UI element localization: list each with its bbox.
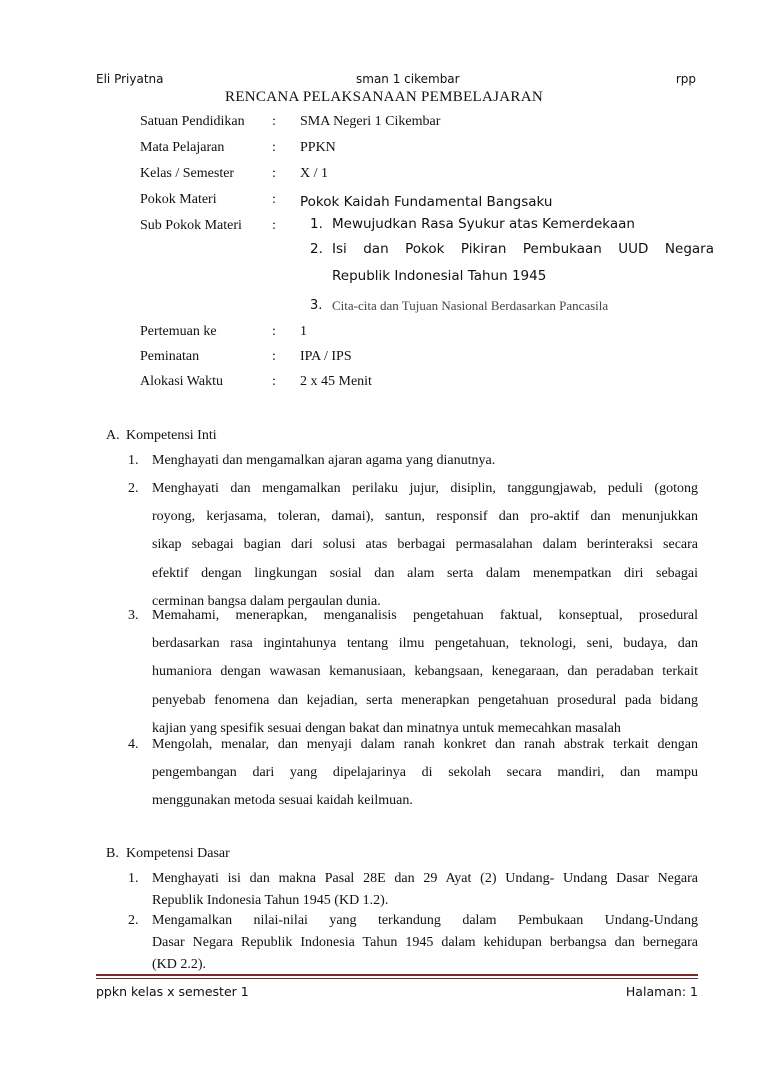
footer-divider-thin bbox=[96, 978, 698, 979]
kompetensi-inti-item bbox=[128, 731, 698, 816]
item-line: Dasar Negara Republik Indonesia Tahun 1945 dalam kehidupan berbangsa dan bernegara bbox=[152, 935, 698, 950]
identity-colon: : bbox=[272, 192, 276, 207]
identity-label: Sub Pokok Materi bbox=[140, 218, 242, 233]
identity-value: SMA Negeri 1 Cikembar bbox=[300, 114, 441, 129]
kompetensi-inti-item bbox=[128, 602, 698, 743]
kompetensi-inti-item bbox=[128, 475, 698, 616]
item-line: Menghayati dan mengamalkan ajaran agama yang dianutnya. bbox=[152, 453, 496, 468]
sub-materi-text: Mewujudkan Rasa Syukur atas Kemerdekaan bbox=[332, 216, 635, 232]
item-line: penyebab fenomena dan kejadian, serta menerapkan pengetahuan prosedural pada bidang bbox=[152, 692, 698, 708]
item-line: Mengolah, menalar, dan menyaji dalam ranah konkret dan ranah abstrak terkait dengan bbox=[152, 737, 698, 752]
item-line: sikap sebagai bagian dari solusi atas berbagai permasalahan dalam berinteraksi secara bbox=[152, 537, 698, 553]
sub-materi-text: Isi dan Pokok Pikiran Pembukaan UUD Negara bbox=[332, 241, 714, 257]
section-letter: A. bbox=[106, 428, 120, 443]
sub-materi-text: Cita-cita dan Tujuan Nasional Berdasarkan Pancasila bbox=[332, 298, 609, 313]
identity-colon: : bbox=[272, 349, 276, 364]
section-title: Kompetensi Dasar bbox=[126, 846, 230, 861]
sub-materi-number: 2. bbox=[310, 241, 323, 257]
item-number: 3. bbox=[128, 608, 139, 623]
header-doc-type: rpp bbox=[675, 72, 696, 86]
item-line: Memahami, menerapkan, menganalisis pengetahuan faktual, konseptual, prosedural bbox=[152, 608, 698, 623]
identity-label: Alokasi Waktu bbox=[140, 374, 223, 389]
identity-colon: : bbox=[272, 166, 276, 181]
identity-label: Satuan Pendidikan bbox=[140, 114, 245, 129]
item-line: royong, kerjasama, toleran, damai), santun, responsif dan pro-aktif dan menunjukkan bbox=[152, 509, 698, 525]
item-number: 1. bbox=[128, 871, 139, 886]
item-line: Mengamalkan nilai-nilai yang terkandung dalam Pembukaan Undang-Undang bbox=[152, 913, 698, 928]
identity-value: 2 x 45 Menit bbox=[300, 374, 372, 389]
identity-colon: : bbox=[272, 140, 276, 155]
identity-colon: : bbox=[272, 114, 276, 129]
footer-course: ppkn kelas x semester 1 bbox=[96, 984, 249, 999]
identity-colon: : bbox=[272, 374, 276, 389]
sub-materi-number: 3. bbox=[310, 298, 323, 313]
item-number: 4. bbox=[128, 737, 139, 752]
item-line: pengembangan dari yang dipelajarinya di sekolah secara mandiri, dan mampu bbox=[152, 765, 698, 781]
identity-colon: : bbox=[272, 218, 276, 233]
kompetensi-inti-item bbox=[128, 447, 698, 475]
sub-materi-text: Republik Indonesial Tahun 1945 bbox=[332, 268, 547, 284]
document-title: RENCANA PELAKSANAAN PEMBELAJARAN bbox=[225, 89, 543, 105]
item-line: cerminan bangsa dalam pergaulan dunia. bbox=[152, 593, 381, 609]
identity-label: Mata Pelajaran bbox=[140, 140, 225, 155]
identity-value-pokok-materi: Pokok Kaidah Fundamental Bangsaku bbox=[300, 194, 553, 210]
kompetensi-dasar-item bbox=[128, 910, 698, 976]
identity-value: X / 1 bbox=[300, 166, 328, 181]
item-number: 2. bbox=[128, 481, 139, 496]
identity-value: 1 bbox=[300, 324, 307, 339]
item-line: humaniora dengan wawasan kemanusiaan, kebangsaan, kenegaraan, dan peradaban terkait bbox=[152, 664, 698, 680]
item-line: efektif dengan lingkungan sosial dan alam serta dalam menempatkan diri sebagai bbox=[152, 565, 698, 581]
identity-label: Pokok Materi bbox=[140, 192, 217, 207]
item-line: berdasarkan rasa ingintahunya tentang ilmu pengetahuan, teknologi, seni, budaya, dan bbox=[152, 636, 698, 652]
kompetensi-dasar-item bbox=[128, 868, 698, 912]
item-number: 1. bbox=[128, 453, 139, 468]
footer-page-number: Halaman: 1 bbox=[625, 984, 698, 999]
identity-label: Peminatan bbox=[140, 349, 200, 364]
item-line: (KD 2.2). bbox=[152, 957, 207, 972]
identity-value: PPKN bbox=[300, 140, 336, 155]
item-line: Republik Indonesia Tahun 1945 (KD 1.2). bbox=[152, 893, 389, 908]
item-line: menggunakan metoda sesuai kaidah keilmuan. bbox=[152, 793, 413, 809]
identity-label: Pertemuan ke bbox=[140, 324, 217, 339]
section-title: Kompetensi Inti bbox=[126, 428, 217, 443]
identity-value: IPA / IPS bbox=[300, 349, 352, 364]
identity-label: Kelas / Semester bbox=[140, 166, 235, 181]
item-line: kajian yang spesifik sesuai dengan bakat dan minatnya untuk memecahkan masalah bbox=[152, 720, 621, 736]
footer-divider bbox=[96, 974, 698, 976]
sub-materi-number: 1. bbox=[310, 216, 323, 232]
item-line: Menghayati isi dan makna Pasal 28E dan 29 Ayat (2) Undang- Undang Dasar Negara bbox=[152, 871, 698, 886]
header-author: Eli Priyatna bbox=[96, 72, 164, 86]
header-school: sman 1 cikembar bbox=[356, 72, 460, 86]
item-number: 2. bbox=[128, 913, 139, 928]
identity-colon: : bbox=[272, 324, 276, 339]
item-line: Menghayati dan mengamalkan perilaku jujur, disiplin, tanggungjawab, peduli (gotong bbox=[152, 481, 698, 496]
section-letter: B. bbox=[106, 846, 119, 861]
